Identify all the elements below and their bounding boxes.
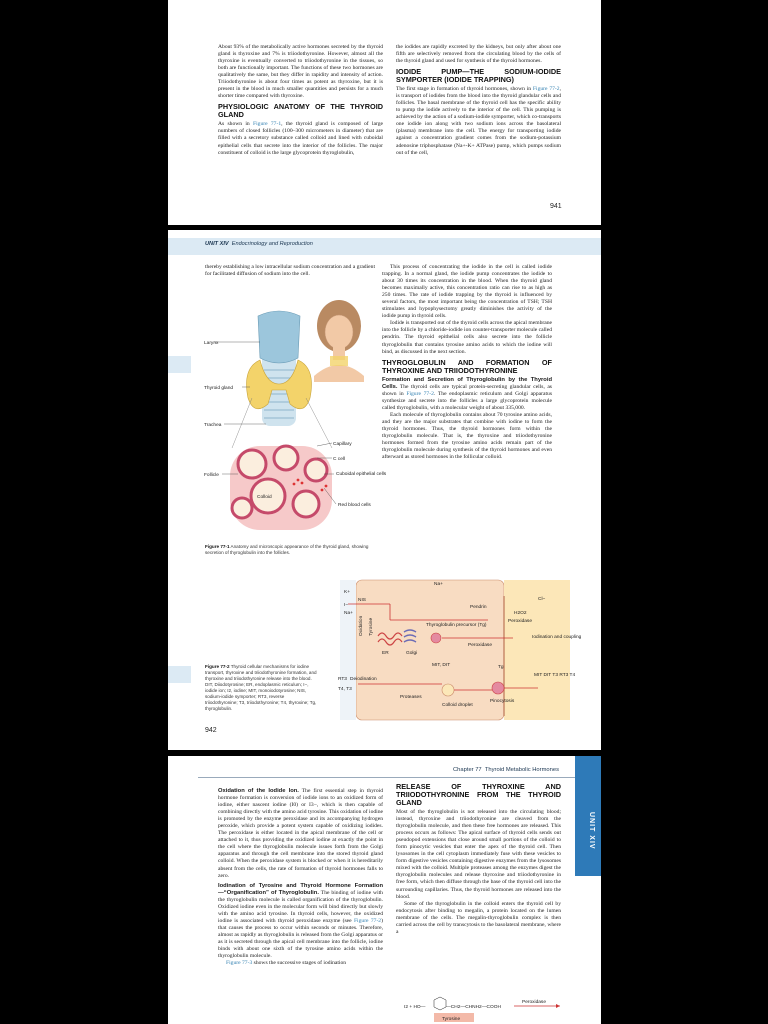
label-pendrin: Pendrin [470,605,487,610]
label-red-blood-cells: Red blood cells [338,503,371,508]
section-heading: RELEASE OF THYROXINE AND TRIIODOTHYRONINE FROM THE THYROID GLAND [396,782,561,807]
label-tg: Tg [498,665,504,670]
label-cl: Cl− [538,597,546,602]
label-iodination: Iodination and coupling [532,635,582,640]
figure-link[interactable]: Figure 77-1 [253,121,282,128]
label-t4-t3: T4, T3 [338,687,352,692]
page-number: 942 [205,727,217,734]
label-tyrosine: Tyrosine [369,617,374,636]
paragraph: Each molecule of thyroglobulin contains about 70 tyrosine amino acids, and they are the major substrates that combine with iodine to form the thyroid hormones. Thus, the thyroid hormones form within the thyroglobulin molecule. That is, the thyroxine and triiodothyronine hormones formed from the tyrosine amino acids remain part of the thyroglobulin molecule during synthesis of the thyroid hormones and even afterward as stored hormones in the follicular colloid. [382,411,552,461]
left-column: About 93% of the metabolically active hormones secreted by the thyroid gland is thyroxine and 7% is triiodothyronine. However, almost all the thyroxine is eventually converted to triiodothyronine in the tissues, so both are functionally important. The functions of these two hormones are qualitatively the same, but they differ in rapidity and intensity of action. Triiodothyronine is about four times as potent as thyroxine, but it is present in the blood in much smaller quantities and persists for a much shorter time compared with thyroxine. PHYSIOLOGIC ANATOMY OF THE THYROID GLAND As shown in Figure 77-1, the thyroid gland is composed of large numbers of closed follicles (100–300 micrometers in diameter) that are filled with a secretory substance called colloid and lined with cuboidal epithelial cells that secrete into the interior of the follicles. The major constituent of colloid is the large glycoprotein thyroglobulin, [218,44,384,156]
label-mit-list: MIT DIT T3 RT3 T4 [534,673,576,678]
label-nis: NIS [358,598,366,603]
equation-enzyme: Peroxidase [522,1000,546,1005]
paragraph: thereby establishing a low intracellular sodium concentration and a gradient for facilitated diffusion of sodium into the cell. [205,264,375,278]
figure-77-1-caption: Figure 77-1 Anatomy and microscopic appearance of the thyroid gland, showing secretion of thyroglobulin into the follicles. [205,544,369,555]
subheading: Oxidation of the Iodide Ion. [218,788,299,794]
label-trachea: Trachea [204,423,222,428]
side-tab [168,666,191,683]
label-i-minus: I− [344,603,349,608]
figure-link[interactable]: Figure 77-2 [532,86,560,93]
label-oxidation: Oxidation [359,615,364,636]
follicle-micrograph [230,446,332,530]
figure-77-2 [338,576,582,726]
label-er: ER [382,651,389,656]
right-column: the iodides are rapidly excreted by the kidneys, but only after about one fifth are selectively removed from the circulating blood by the cells of the thyroid gland and used for synthesis of the thyroid hormones. IODIDE PUMP—THE SODIUM-IODIDE SYMPORTER (IODIDE TRAPPING) The first stage in formation of thyroid hormones, shown in Figure 77-2, is transport of iodides from the blood into the thyroid glandular cells and follicles. The basal membrane of the thyroid cell has the specific ability to pump the iodide actively to the interior of the cell. This pumping is achieved by the action of a sodium-iodide symporter, which co-transports one iodide ion along with two sodium ions across the basolateral (plasma) membrane into the cell. The energy for transporting iodide against a concentration gradient comes from the sodium-potassium adenosine triphosphatase (Na+-K+ ATPase) pump, which pumps sodium out of the cell, [396,44,561,156]
paragraph: Some of the thyroglobulin in the colloid enters the thyroid cell by endocytosis after binding to megalin, a protein located on the lumen membrane of the cells. The megalin-thyroglobulin complex is then carried across the cell by transcytosis to the basolateral membrane, where a [396,900,561,935]
running-header: UNIT XIV Endocrinology and Reproduction [205,241,313,247]
label-proteases: Proteases [400,695,422,700]
header-rule [198,777,575,778]
paragraph: About 93% of the metabolically active hormones secreted by the thyroid gland is thyroxine and 7% is triiodothyronine. However, almost all the thyroxine is eventually converted to triiodothyronine in the tissues, so both are functionally important. The functions of these two hormones are qualitatively the same, but they differ in rapidity and intensity of action. Triiodothyronine is about four times as potent as thyroxine, but it is present in the blood in much smaller quantities and persists for a much shorter time compared with thyroxine. [218,44,383,100]
side-tab [168,356,191,373]
right-column: This process of concentrating the iodide in the cell is called iodide trapping. In a normal gland, the iodide pump concentrates the iodide to about 30 times its concentration in the blood. When the thyroid gland becomes maximally active, this concentration ratio can rise to as high as 250 times. The rate of iodide trapping by the thyroid is influenced by several factors, the most important being the concentration of TSH; TSH stimulates and hypophysectomy greatly diminishes the activity of the iodide pump in thyroid cells. Iodide is transported out of the thyroid cells across the apical membrane into the follicle by a chloride-iodide ion counter-transporter molecule called pendrin. The thyroid epithelial cells also secrete into the follicle thyroglobulin that contains tyrosine amino acids to which the iodine will bind, as discussed in the next section. THYROGLOBULIN AND FORMATION OF THYROXINE AND TRIIODOTHYRONINE Formation and Secretion of Thyroglobulin by the Thyroid Cells. The thyroid cells are typical protein-secreting glandular cells, as shown in Figure 77-2. The endoplasmic reticulum and Golgi apparatus synthesize and secrete into the follicles a large glycoprotein molecule called thyroglobulin, with a molecular weight of about 335,000. Each molecule of thyroglobulin contains about 70 tyrosine amino acids, and they are the major substrates that combine with iodine to form the thyroid hormones. Thus, the thyroid hormones form within the thyroglobulin molecule. That is, the thyroxine and triiodothyronine hormones formed from the tyrosine amino acids remain part of the thyroglobulin molecule during synthesis of the thyroid hormones and even afterward as stored hormones in the follicular colloid. [382,264,552,461]
label-cuboidal: Cuboidal epithelial cells [336,472,387,477]
label-na-left: Na+ [344,611,353,616]
figure-link[interactable]: Figure 77-3 [226,960,253,967]
section-heading: IODIDE PUMP—THE SODIUM-IODIDE SYMPORTER (IODIDE TRAPPING) [396,67,561,85]
section-heading: PHYSIOLOGIC ANATOMY OF THE THYROID GLAND [218,102,383,120]
page-941 [168,0,601,225]
equation-chain: —CH2—CHNH2—COOH [446,1005,501,1010]
subheading: Iodination of Tyrosine and Thyroid Hormone Formation—“Organification” of Thyroglobulin. [218,882,383,896]
label-na-top: Na+ [434,582,443,587]
page-942 [168,230,601,750]
label-deiodination: Deiodination [350,677,377,682]
label-golgi: Golgi [406,651,418,656]
figure-link[interactable]: Figure 77-2 [353,917,382,924]
label-c-cell: C cell [333,457,345,462]
left-column: Oxidation of the Iodide Ion. The first essential step in thyroid hormone formation is conversion of iodide ions to an oxidized form of iodine, either nascent iodine (I0) or I3−, which is then capable of combining directly with the amino acid tyrosine. This oxidation of iodine is promoted by the enzyme peroxidase and its accompanying hydrogen peroxide, which provide a potent system capable of oxidizing iodides. The peroxidase is either located in the apical membrane of the cell or attached to it, thus providing the oxidized iodine at exactly the point in the cell where the thyroglobulin molecule issues forth from the Golgi apparatus and through the cell membrane into the stored thyroid gland colloid. When the peroxidase system is blocked or when it is hereditarily absent from the cells, the rate of formation of thyroid hormones falls to zero. Iodination of Tyrosine and Thyroid Hormone Formation—“Organification” of Thyroglobulin. The binding of iodine with the thyroglobulin molecule is called organification of the thyroglobulin. Oxidized iodine even in the molecular form will bind directly but slowly with the amino acid tyrosine. In thyroid cells, however, the oxidized iodine is associated with thyroid peroxidase enzyme (see Figure 77-2) that causes the process to occur within seconds or minutes. Therefore, almost as rapidly as thyroglobulin is released from the Golgi apparatus or as it is secreted through the apical cell membrane into the follicle, iodine binds with about one sixth of the tyrosine amino acids within the thyroglobulin molecule. Figure 77-3 shows the successive stages of iodination [218,788,383,967]
face-illustration [314,300,364,382]
page-943 [168,756,601,1024]
label-larynx: Larynx [204,341,219,346]
thyroid-cell [356,580,504,720]
label-h2o2: H2O2 [514,611,527,616]
label-peroxidase: Peroxidase [508,619,532,624]
label-capillary: Capillary [333,442,352,447]
label-thyroid-gland: Thyroid gland [204,386,234,391]
paragraph: Most of the thyroglobulin is not released into the circulating blood; instead, thyroxine and triiodothyronine are cleaved from the thyroglobulin molecule, and then these free hormones are released. This process occurs as follows: The apical surface of thyroid cells sends out pseudopod extensions that close around small portions of the colloid to form pinocytic vesicles that enter the apex of the thyroid cell. Then lysosomes in the cell cytoplasm immediately fuse with these vesicles to form digestive vesicles containing digestive enzymes from the lysosomes mixed with the colloid. Multiple proteases among the enzymes digest the thyroglobulin molecules and release thyroxine and triiodothyronine in free form, which then diffuse through the base of the thyroid cell into the surrounding capillaries. Thus, the thyroid hormones are released into the blood. [396,809,561,900]
right-column [396,780,561,936]
label-tg-precursor: Thyroglobulin precursor (Tg) [426,623,487,628]
larynx-illustration [258,311,300,363]
benzene-ring [434,997,446,1010]
label-colloid-droplet: Colloid droplet [442,703,473,708]
label-k: K+ [344,590,351,595]
figure-link[interactable]: Figure 77-2 [406,390,434,397]
tyrosine-equation [404,994,564,1024]
figure-77-1 [202,298,387,543]
subheading: Formation and Secretion of Thyroglobulin by the Thyroid Cells. [382,376,552,390]
page-number: 941 [550,203,562,210]
figure-77-2-caption: Figure 77-2 Thyroid cellular mechanisms for iodine transport, thyroxine and triiodothyronine formation, and thyroxine and triiodothyronine release into the blood. DIT, Diiodotyrosine; ER, endoplasmic reticulum; I−, iodide ion; I2, iodine; MIT, monoiodotyrosine; NIS, sodium-iodide symporter; RT3, reverse triiodothyronine; T3, triiodothyronine; T4, thyroxine; Tg, thyroglobulin. [205,664,317,711]
label-peroxidase-2: Peroxidase [468,643,492,648]
equation-tyrosine-label: Tyrosine [442,1017,461,1022]
label-colloid: Colloid [257,495,272,500]
paragraph: This process of concentrating the iodide in the cell is called iodide trapping. In a normal gland, the iodide pump concentrates the iodide to about 30 times its concentration in the blood. When the thyroid gland becomes maximally active, this concentration ratio can rise to as high as 250 times. The rate of iodide trapping by the thyroid is influenced by several factors, the most important being the concentration of TSH; TSH stimulates and hypophysectomy greatly diminishes the activity of the iodide pump in thyroid cells. [382,264,552,320]
unit-label: UNIT XIV [588,812,595,850]
section-heading: THYROGLOBULIN AND FORMATION OF THYROXINE AND TRIIODOTHYRONINE [382,357,552,375]
equation-lhs: I2 + HO— [404,1005,426,1010]
paragraph: Iodide is transported out of the thyroid cells across the apical membrane into the follicle by a chloride-iodide ion counter-transporter molecule called pendrin. The thyroid epithelial cells also secrete into the follicle thyroglobulin that contains tyrosine amino acids to which the iodine will bind, as discussed in the next section. [382,320,552,355]
paragraph: the iodides are rapidly excreted by the kidneys, but only after about one fifth are selectively removed from the circulating blood by the cells of the thyroid gland and used for synthesis of the thyroid hormones. [396,44,561,65]
label-follicle: Follicle [204,473,219,478]
left-column [205,264,375,278]
running-header: Chapter 77 Thyroid Metabolic Hormones [452,767,559,773]
label-mit-dit: MIT, DIT [432,663,451,668]
label-pinocytosis: Pinocytosis [490,699,515,704]
label-rt3: RT3 [338,677,347,682]
